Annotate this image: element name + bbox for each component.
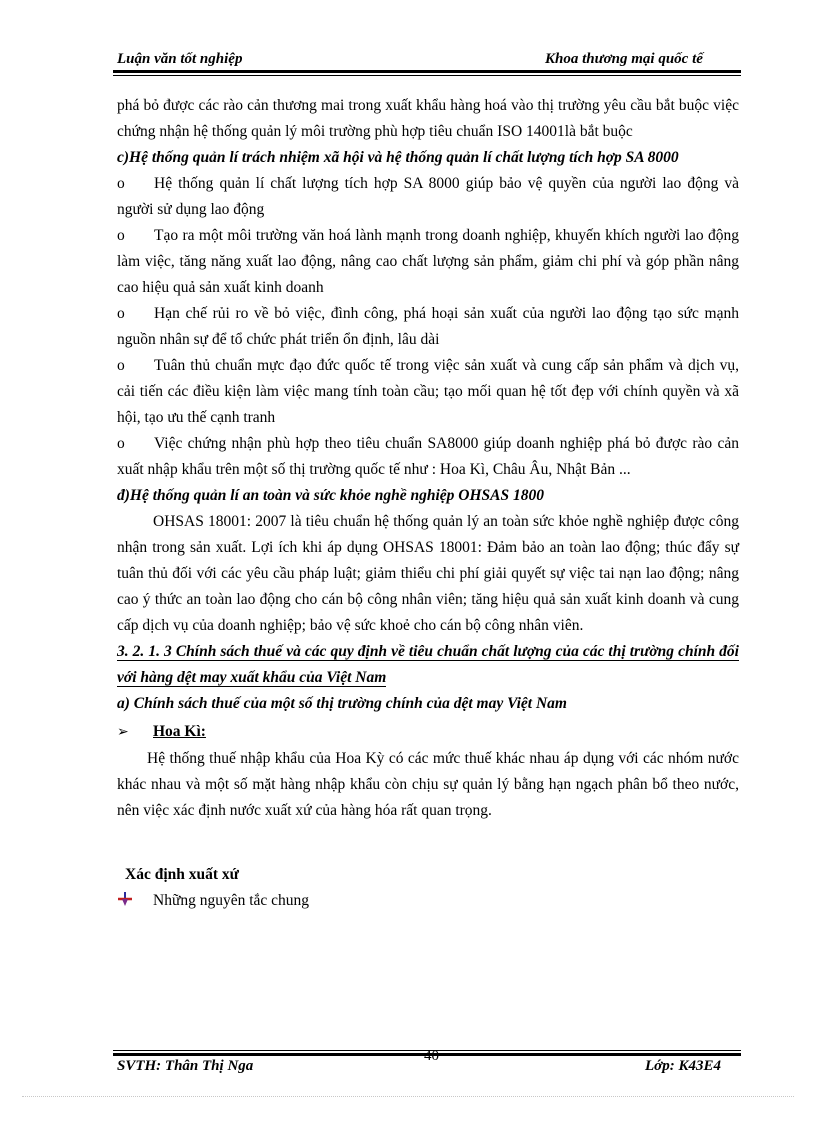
- paragraph-ohsas: OHSAS 18001: 2007 là tiêu chuẩn hệ thống quản lý an toàn sức khỏe nghề nghiệp được công nhận trong sản xuất. Lợi ích khi áp dụng OHSAS 18001: Đảm bảo an toàn lao động; thúc đẩy sự tuân thủ đối với các yêu cầu pháp luật; giảm thiểu chi phí giải quyết sự việc tai nạn lao động; nâng cao ý thức an toàn lao động cho cán bộ công nhân viên; tăng hiệu quả sản xuất kinh doanh và cung cấp dịch vụ của doanh nghiệp; bảo vệ sức khoẻ cho cán bộ công nhân viên.: [117, 513, 739, 634]
- subheading-hoa-ki: [117, 719, 739, 746]
- tack-bullet-icon: [117, 888, 153, 914]
- list-item-text: Những nguyên tắc chung: [153, 892, 310, 909]
- bullet-item: [117, 353, 739, 431]
- header-rule-thin: [113, 75, 741, 76]
- bullet-text: Hạn chế rủi ro về bỏ việc, đình công, phá hoại sản xuất của người lao động tạo sức mạnh nguồn nhân sự để tổ chức phát triển ổn định, lâu dài: [117, 305, 739, 348]
- page-bottom-dotted-line: [22, 1096, 794, 1097]
- page-content: [117, 93, 739, 914]
- bullet-item: [117, 171, 739, 223]
- bullet-marker: o: [117, 175, 125, 192]
- paragraph-hoa-ki: Hệ thống thuế nhập khẩu của Hoa Kỳ có các mức thuế khác nhau áp dụng với các nhóm nước khác nhau và một số mặt hàng nhập khẩu còn chịu sự quản lý bằng hạn ngạch phân bổ theo nước, nên việc xác định nước xuất xứ của hàng hóa rất quan trọng.: [117, 750, 739, 819]
- list-item-nguyen-tac: [117, 888, 739, 914]
- heading-c: c)Hệ thống quản lí trách nhiệm xã hội và hệ thống quản lí chất lượng tích hợp SA 8000: [117, 149, 679, 166]
- footer-left: SVTH: Thân Thị Nga: [117, 1058, 254, 1074]
- bullet-marker: o: [117, 227, 125, 244]
- header-rule-thick: [113, 70, 741, 73]
- paragraph-intro: phá bỏ được các rào cản thương mai trong xuất khẩu hàng hoá vào thị trường yêu cầu bắt buộc việc chứng nhận hệ thống quản lý môi trường phù hợp tiêu chuẩn ISO 14001là bắt buộc: [117, 97, 739, 140]
- heading-a: a) Chính sách thuế của một số thị trường chính của dệt may Việt Nam: [117, 695, 567, 712]
- section-heading-3-2-1-3: 3. 2. 1. 3 Chính sách thuế và các quy định về tiêu chuẩn chất lượng của các thị trường chính đối với hàng dệt may xuất khẩu của Việt Nam: [117, 643, 739, 686]
- bullet-marker: o: [117, 305, 125, 322]
- bullet-item: [117, 301, 739, 353]
- bullet-item: [117, 431, 739, 483]
- heading-d: đ)Hệ thống quản lí an toàn và sức khỏe nghề nghiệp OHSAS 1800: [117, 487, 544, 504]
- footer-right: Lớp: K43E4: [645, 1058, 721, 1074]
- header-right: Khoa thương mại quốc tế: [545, 51, 703, 67]
- arrow-bullet-icon: ➢: [117, 725, 129, 740]
- page-number: 40: [424, 1048, 439, 1064]
- bullet-marker: o: [117, 357, 125, 374]
- bullet-text: Tạo ra một môi trường văn hoá lành mạnh trong doanh nghiệp, khuyến khích người lao động làm việc, tăng năng xuất lao động, nâng cao chất lượng sản phẩm, giảm chi phí và góp phần nâng cao hiệu quả sản xuất kinh doanh: [117, 227, 739, 296]
- bullet-text: Tuân thủ chuẩn mực đạo đức quốc tế trong việc sản xuất và cung cấp sản phẩm và dịch vụ, cải tiến các điều kiện làm việc mang tính toàn cầu; tạo mối quan hệ tốt đẹp với chính quyền và xã hội, tạo ưu thế cạnh tranh: [117, 357, 739, 426]
- bullet-text: Việc chứng nhận phù hợp theo tiêu chuẩn SA8000 giúp doanh nghiệp phá bỏ được rào cản xuất nhập khẩu trên một số thị trường quốc tế như : Hoa Kì, Châu Âu, Nhật Bản ...: [117, 435, 739, 478]
- heading-xac-dinh-xuat-xu: Xác định xuất xứ: [125, 866, 239, 883]
- bullet-marker: o: [117, 435, 125, 452]
- bullet-item: [117, 223, 739, 301]
- subheading-label: Hoa Kì:: [153, 723, 206, 740]
- bullet-text: Hệ thống quản lí chất lượng tích hợp SA 8000 giúp bảo vệ quyền của người lao động và người sử dụng lao động: [117, 175, 739, 218]
- header-left: Luận văn tốt nghiệp: [117, 51, 243, 67]
